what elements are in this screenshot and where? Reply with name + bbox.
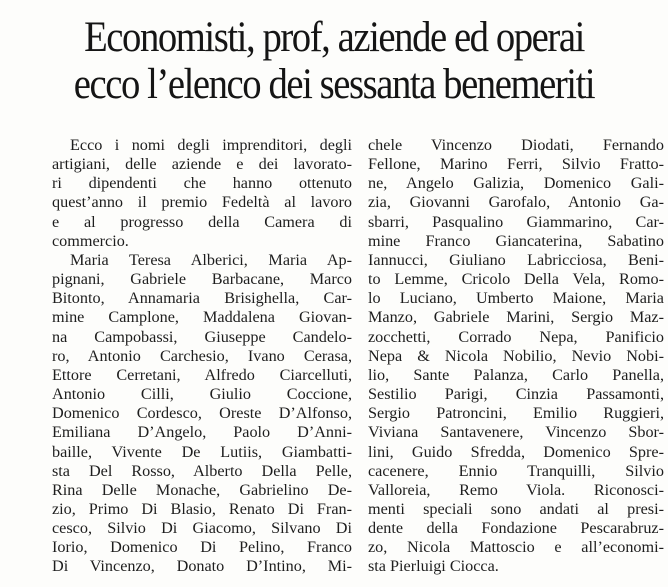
- article-text-line: Sestilio Parigi, Cinzia Passamonti,: [368, 385, 664, 404]
- article-text-line: ne, Angelo Galizia, Domenico Gali-: [368, 174, 664, 193]
- article-text-line: Rina Delle Monache, Gabrielino De-: [52, 480, 352, 499]
- article-text-line: Fellone, Marino Ferri, Silvio Fratto-: [368, 155, 664, 174]
- article-text-line: Valloreia, Remo Viola. Riconosci-: [368, 480, 664, 499]
- article-text-line: ri dipendenti che hanno ottenuto: [52, 174, 352, 193]
- article-text-line: lini, Guido Sfredda, Domenico Spre-: [368, 442, 664, 461]
- article-text-line: Maria Teresa Alberici, Maria Ap-: [70, 250, 352, 269]
- article-text-line: to Lemme, Cricolo Della Vela, Romo-: [368, 270, 664, 289]
- article-text-line: Iannucci, Giuliano Labricciosa, Beni-: [368, 250, 664, 269]
- article-column-right: [368, 136, 664, 577]
- article-text-line: e al progresso della Camera di: [52, 212, 352, 231]
- headline-line-2: ecco l’elenco dei sessanta benemeriti: [73, 61, 595, 108]
- article-text-line: lo Luciano, Umberto Maione, Maria: [368, 289, 664, 308]
- article-text-line: Ecco i nomi degli imprenditori, degli: [70, 136, 352, 154]
- article-text-line: chele Vincenzo Diodati, Fernando: [368, 136, 664, 154]
- article-text-line: Sergio Patroncini, Emilio Ruggieri,: [368, 404, 664, 423]
- article-text-line: Iorio, Domenico Di Pelino, Franco: [52, 538, 352, 557]
- headline: [33, 14, 634, 108]
- article-text-line: cesco, Silvio Di Giacomo, Silvano Di: [52, 519, 352, 538]
- article-text-line: dente della Fondazione Pescarabruz-: [368, 519, 664, 538]
- article-text-line: cacenere, Ennio Tranquilli, Silvio: [368, 461, 664, 480]
- article-text-line: sta Del Rosso, Alberto Della Pelle,: [52, 461, 352, 480]
- article-text-line: na Campobassi, Giuseppe Candelo-: [52, 327, 352, 346]
- article-text-line: menti speciali sono andati al presi-: [368, 499, 664, 518]
- article-text-line: mine Camplone, Maddalena Giovan-: [52, 308, 352, 327]
- article-text-line: Viviana Santavenere, Vincenzo Sbor-: [368, 423, 664, 442]
- article-text-line: Nepa & Nicola Nobilio, Nevio Nobi-: [368, 346, 664, 365]
- article-text-line: Bitonto, Annamaria Brisighella, Car-: [52, 289, 352, 308]
- article-text-line: zio, Primo Di Blasio, Renato Di Fran-: [52, 499, 352, 518]
- article-text-line: pignani, Gabriele Barbacane, Marco: [52, 270, 352, 289]
- headline-line-1: Economisti, prof, aziende ed operai: [84, 14, 584, 61]
- article-text-line: Domenico Cordesco, Oreste D’Alfonso,: [52, 404, 352, 423]
- article-column-left: [52, 136, 352, 577]
- article-text-line: zocchetti, Corrado Nepa, Panificio: [368, 327, 664, 346]
- article-text-line: mine Franco Giancaterina, Sabatino: [368, 231, 664, 250]
- article-text-line: Ettore Cerretani, Alfredo Ciarcelluti,: [52, 365, 352, 384]
- article-text-line: zia, Giovanni Garofalo, Antonio Ga-: [368, 193, 664, 212]
- article-text-line: zo, Nicola Mattoscio e all’economi-: [368, 538, 664, 557]
- article-text-line: ro, Antonio Carchesio, Ivano Cerasa,: [52, 346, 352, 365]
- article-text-line: artigiani, delle aziende e dei lavorato-: [52, 155, 352, 174]
- article-text-line: Antonio Cilli, Giulio Coccione,: [52, 385, 352, 404]
- article-text-line: baille, Vivente De Lutiis, Giambatti-: [52, 442, 352, 461]
- article-text-line: lio, Sante Palanza, Carlo Panella,: [368, 365, 664, 384]
- article-text-line: Emiliana D’Angelo, Paolo D’Anni-: [52, 423, 352, 442]
- article-text-line: sbarri, Pasqualino Giammarino, Car-: [368, 212, 664, 231]
- article-text-line: quest’anno il premio Fedeltà al lavoro: [52, 193, 352, 212]
- article-text-line: Di Vincenzo, Donato D’Intino, Mi-: [52, 557, 352, 576]
- article-text-line: sta Pierluigi Ciocca.: [368, 557, 499, 576]
- article-text-line: commercio.: [52, 231, 129, 250]
- article-text-line: Manzo, Gabriele Marini, Sergio Maz-: [368, 308, 664, 327]
